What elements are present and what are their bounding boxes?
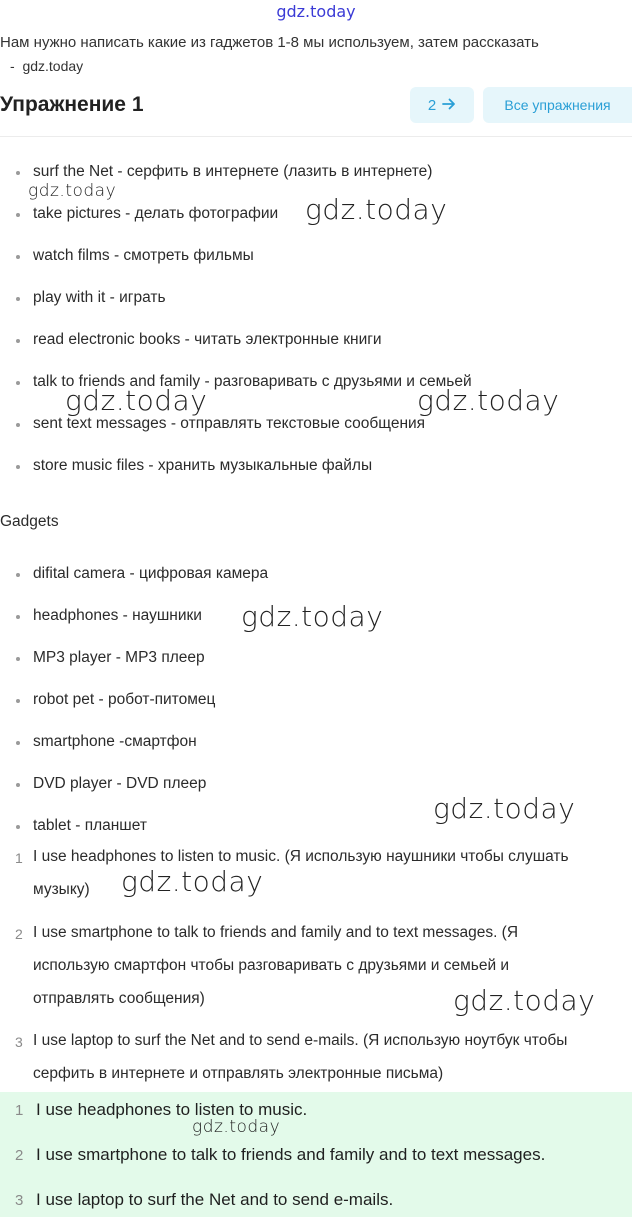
page-title: Упражнение 1: [0, 93, 144, 116]
list-item: watch films - смотреть фильмы: [0, 246, 632, 288]
list-item: take pictures - делать фотографии: [0, 204, 632, 246]
sentence-line: отправлять сообщения): [33, 990, 205, 1007]
list-item: sent text messages - отправлять текстовые сообщения: [0, 414, 632, 456]
list-item: store music files - хранить музыкальные файлы: [0, 456, 632, 498]
sentence-number: 2: [15, 926, 23, 942]
watermark: gdz.today: [305, 193, 448, 226]
sentence-line: I use smartphone to talk to friends and family and to text messages. (Я: [33, 924, 519, 941]
list-item: read electronic books - читать электронные книги: [0, 330, 632, 372]
arrow-right-icon: [442, 97, 456, 114]
answer-number: 3: [15, 1192, 24, 1209]
watermark: gdz.today: [453, 984, 596, 1017]
top-watermark: gdz.today: [276, 2, 356, 21]
watermark: gdz.today: [65, 384, 208, 417]
intro-watermark: - gdz.today: [10, 58, 84, 74]
list-item: smartphone -смартфон: [0, 732, 632, 774]
sentence-line: I use headphones to listen to music. (Я использую наушники чтобы слушать: [33, 848, 569, 865]
next-exercise-button[interactable]: [410, 87, 474, 123]
watermark: gdz.today: [28, 181, 117, 201]
sentence-line: I use laptop to surf the Net and to send e-mails. (Я использую ноутбук чтобы: [33, 1032, 568, 1049]
answer-number: 1: [15, 1102, 24, 1119]
watermark: gdz.today: [417, 384, 560, 417]
watermark: gdz.today: [121, 865, 264, 898]
answer-box: [0, 1092, 632, 1217]
list-item: difital camera - цифровая камера: [0, 564, 632, 606]
sentence-line: музыку): [33, 881, 90, 898]
list-item: tablet - планшет: [0, 816, 632, 858]
list-item: MP3 player - MP3 плеер: [0, 648, 632, 690]
gadgets-heading: Gadgets: [0, 513, 59, 530]
answer-number: 2: [15, 1147, 24, 1164]
sentence-line: использую смартфон чтобы разговаривать с друзьями и семьей и: [33, 957, 510, 974]
watermark: gdz.today: [433, 792, 576, 825]
list-item: DVD player - DVD плеер: [0, 774, 632, 816]
list-item: headphones - наушники: [0, 606, 632, 648]
list-item: surf the Net - серфить в интернете (лазить в интернете): [0, 162, 632, 204]
intro-text: Нам нужно написать какие из гаджетов 1-8 мы используем, затем рассказать: [0, 34, 539, 51]
exercise-header: [0, 80, 632, 137]
next-exercise-label: 2: [427, 96, 437, 114]
sentence-number: 1: [15, 850, 23, 866]
list-item: play with it - играть: [0, 288, 632, 330]
list-item: robot pet - робот-питомец: [0, 690, 632, 732]
watermark: gdz.today: [192, 1117, 281, 1137]
sentence-number: 3: [15, 1034, 23, 1050]
sentence-line: серфить в интернете и отправлять электронные письма): [33, 1065, 444, 1082]
answer-text: I use smartphone to talk to friends and family and to text messages.: [36, 1145, 546, 1164]
answer-text: I use headphones to listen to music.: [36, 1100, 308, 1119]
watermark: gdz.today: [241, 600, 384, 633]
list-item: talk to friends and family - разговаривать с друзьями и семьей: [0, 372, 632, 414]
answer-text: I use laptop to surf the Net and to send e-mails.: [36, 1190, 394, 1209]
all-exercises-button[interactable]: Все упражнения: [483, 87, 632, 123]
